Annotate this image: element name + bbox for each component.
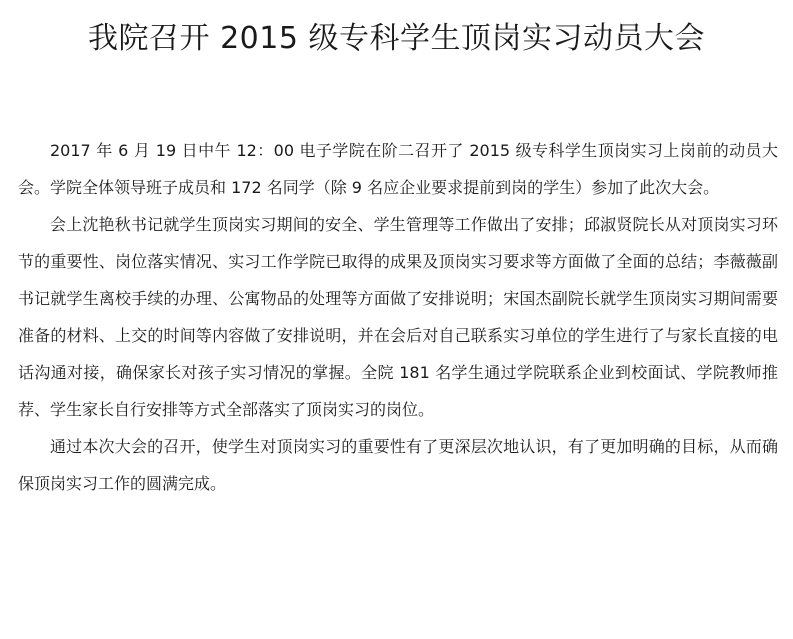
paragraph-1: 2017 年 6 月 19 日中午 12：00 电子学院在阶二召开了 2015 级专科学生顶岗实习上岗前的动员大会。学院全体领导班子成员和 172 名同学（除 9 名应企业要求提前到岗的学生）参加了此次大会。 <box>18 141 778 197</box>
document-title: 我院召开 2015 级专科学生顶岗实习动员大会 <box>88 21 705 56</box>
document-body <box>18 132 778 502</box>
paragraph-3: 通过本次大会的召开，使学生对顶岗实习的重要性有了更深层次地认识，有了更加明确的目标，从而确保顶岗实习工作的圆满完成。 <box>18 437 778 493</box>
paragraph-2: 会上沈艳秋书记就学生顶岗实习期间的安全、学生管理等工作做出了安排；邱淑贤院长从对顶岗实习环节的重要性、岗位落实情况、实习工作学院已取得的成果及顶岗实习要求等方面做了全面的总结；李薇薇副书记就学生离校手续的办理、公寓物品的处理等方面做了安排说明；宋国杰副院长就学生顶岗实习期间需要准备的材料、上交的时间等内容做了安排说明，并在会后对自己联系实习单位的学生进行了与家长直接的电话沟通对接，确保家长对孩子实习情况的掌握。全院 181 名学生通过学院联系企业到校面试、学院教师推荐、学生家长自行安排等方式全部落实了顶岗实习的岗位。 <box>18 215 778 419</box>
